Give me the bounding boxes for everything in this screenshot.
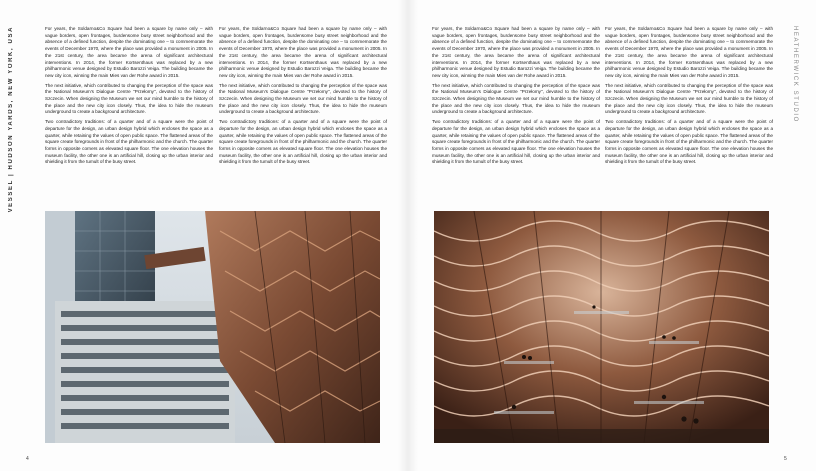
vessel-interior-illustration	[434, 211, 769, 443]
paragraph-3: Two contradictory traditions: of a quarter and of a square were the point of departure for the design, an urban design hybrid which encloses the space as a quarter, while retaining the values of open public space. The flattened areas of the square create foregrounds in front of the philharmonic and the church. The quarter forms in opposite corners as elevated square floor. The one elevation houses the museum facility, the other one is an artificial hill, closing up the urban interior and shielding it from the tumult of the busy street.	[432, 119, 600, 165]
paragraph-1: For years, the Soldarno&Co Square had been a square by name only – with vague borders, open frontages, burdensome busy street neighborhood and the absence of a defined function, despite the dominating one – to commemorate the events of December 1970, where the place was provided a monument in 2005. In the 21st century, the area became the arena of significant architectural interventions. In 2014, the former Kortsenthaus was replaced by a new philharmonic venue designed by Estudio Barozzi Veiga. The building became the new city icon, winning the main Mies van der Rohe award in 2015.	[45, 26, 213, 78]
text-column-3	[432, 26, 600, 206]
paragraph-1: For years, the Soldarno&Co Square had been a square by name only – with vague borders, open frontages, burdensome busy street neighborhood and the absence of a defined function, despite the dominating one – to commemorate the events of December 1970, where the place was provided a monument in 2005. In the 21st century, the area became the arena of significant architectural interventions. In 2014, the former Kortsenthaus was replaced by a new philharmonic venue designed by Estudio Barozzi Veiga. The building became the new city icon, winning the main Mies van der Rohe award in 2015.	[219, 26, 387, 78]
gutter-shadow	[398, 0, 418, 471]
running-head-left: VESSEL | HUDSON YARDS, NEW YORK, USA	[8, 26, 14, 213]
page-number-left: 4	[26, 456, 29, 462]
running-head-right: HEATHERWICK STUDIO	[792, 26, 798, 123]
page-number-right: 5	[784, 456, 787, 462]
vessel-exterior-illustration	[45, 211, 380, 443]
paragraph-3: Two contradictory traditions: of a quarter and of a square were the point of departure for the design, an urban design hybrid which encloses the space as a quarter, while retaining the values of open public space. The flattened areas of the square create foregrounds in front of the philharmonic and the church. The quarter forms in opposite corners as elevated square floor. The one elevation houses the museum facility, the other one is an artificial hill, closing up the urban interior and shielding it from the tumult of the busy street.	[219, 119, 387, 165]
text-column-4	[605, 26, 773, 206]
paragraph-2: The next initiative, which contributed to changing the perception of the space was the National Museum's Dialogue Centre "Przełomy", devoted to the history of Szczecin. When designing the Museum we set our mind humble to the history of the place and the new city icon closely. Thus, the idea to hide the museum underground to create a background architecture.	[605, 82, 773, 115]
paragraph-3: Two contradictory traditions: of a quarter and of a square were the point of departure for the design, an urban design hybrid which encloses the space as a quarter, while retaining the values of open public space. The flattened areas of the square create foregrounds in front of the philharmonic and the church. The quarter forms in opposite corners as elevated square floor. The one elevation houses the museum facility, the other one is an artificial hill, closing up the urban interior and shielding it from the tumult of the busy street.	[605, 119, 773, 165]
photo-vessel-interior	[434, 211, 769, 443]
paragraph-2: The next initiative, which contributed to changing the perception of the space was the National Museum's Dialogue Centre "Przełomy", devoted to the history of Szczecin. When designing the Museum we set our mind humble to the history of the place and the new city icon closely. Thus, the idea to hide the museum underground to create a background architecture.	[432, 82, 600, 115]
photo-vessel-exterior	[45, 211, 380, 443]
paragraph-1: For years, the Soldarno&Co Square had been a square by name only – with vague borders, open frontages, burdensome busy street neighborhood and the absence of a defined function, despite the dominating one – to commemorate the events of December 1970, where the place was provided a monument in 2005. In the 21st century, the area became the arena of significant architectural interventions. In 2014, the former Kortsenthaus was replaced by a new philharmonic venue designed by Estudio Barozzi Veiga. The building became the new city icon, winning the main Mies van der Rohe award in 2015.	[605, 26, 773, 78]
paragraph-1: For years, the Soldarno&Co Square had been a square by name only – with vague borders, open frontages, burdensome busy street neighborhood and the absence of a defined function, despite the dominating one – to commemorate the events of December 1970, where the place was provided a monument in 2005. In the 21st century, the area became the arena of significant architectural interventions. In 2014, the former Kortsenthaus was replaced by a new philharmonic venue designed by Estudio Barozzi Veiga. The building became the new city icon, winning the main Mies van der Rohe award in 2015.	[432, 26, 600, 78]
paragraph-2: The next initiative, which contributed to changing the perception of the space was the National Museum's Dialogue Centre "Przełomy", devoted to the history of Szczecin. When designing the Museum we set our mind humble to the history of the place and the new city icon closely. Thus, the idea to hide the museum underground to create a background architecture.	[219, 82, 387, 115]
text-column-1	[45, 26, 213, 206]
paragraph-2: The next initiative, which contributed to changing the perception of the space was the National Museum's Dialogue Centre "Przełomy", devoted to the history of Szczecin. When designing the Museum we set our mind humble to the history of the place and the new city icon closely. Thus, the idea to hide the museum underground to create a background architecture.	[45, 82, 213, 115]
text-column-2	[219, 26, 387, 206]
paragraph-3: Two contradictory traditions: of a quarter and of a square were the point of departure for the design, an urban design hybrid which encloses the space as a quarter, while retaining the values of open public space. The flattened areas of the square create foregrounds in front of the philharmonic and the church. The quarter forms in opposite corners as elevated square floor. The one elevation houses the museum facility, the other one is an artificial hill, closing up the urban interior and shielding it from the tumult of the busy street.	[45, 119, 213, 165]
